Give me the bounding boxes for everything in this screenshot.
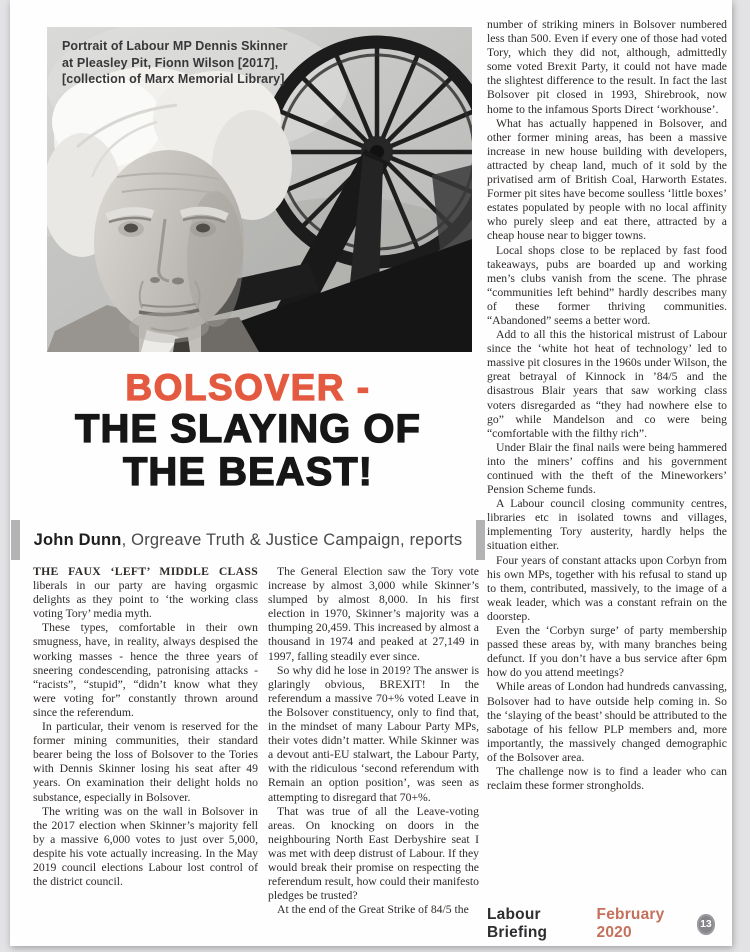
paragraph: That was true of all the Leave-voting areas. On knocking on doors in the neighbouring North East Derbyshire seat I was met with deep distrust of Labour. If they would break their promise on respecting the referendum result, how could their manifesto pledges be trusted? [268, 804, 479, 903]
paragraph: A Labour council closing community centres, libraries etc in isolated towns and villages, implementing Tory austerity, hardly helps the situation either. [487, 497, 727, 553]
paragraph: number of striking miners in Bolsover numbered less than 500. Even if every one of those had voted Tory, which they did not, although, admittedly some voted Brexit Party, it could not have made the slightest difference to the result. In fact the last Bolsover pit closed in 1993, Shirebrook, now home to the infamous Sports Direct ‘workhouse’. [487, 18, 727, 116]
headline-line-3: THE BEAST! [123, 450, 373, 494]
paragraph: Under Blair the final nails were being hammered into the miners’ coffins and his government continued with the theft of the Mineworkers’ Pension Scheme funds. [487, 440, 727, 497]
paragraph: Even the ‘Corbyn surge’ of party membership passed these areas by, with many branches being defunct. If you don’t have a bus service after 6pm how do you attend meetings? [487, 624, 727, 680]
lead-rest: liberals in our party are having orgasmic delights as they point to ‘the working class voting Tory’ media myth. [33, 579, 258, 621]
issue-date: February 2020 [596, 906, 665, 941]
column-left [33, 565, 258, 889]
headline [23, 367, 473, 494]
headline-line-red: BOLSOVER - [125, 367, 371, 408]
byline-text [34, 531, 463, 550]
paragraph: In particular, their venom is reserved for the former mining communities, their standard bearer being the loss of Bolsover to the Tories with Dennis Skinner losing his seat after 49 years. On examination their delight holds no substance, especially in Bolsover. [33, 720, 258, 804]
photo-caption [62, 38, 288, 88]
page-number-badge: 13 [697, 914, 715, 935]
paragraph: Four years of constant attacks upon Corbyn from his own MPs, together with his refusal to stand up to them, contributed, massively, to the image of a weak leader, which was a constant refrain on the doorstep. [487, 553, 727, 623]
byline [23, 516, 473, 564]
portrait-painting [47, 27, 472, 352]
caption-line: Portrait of Labour MP Dennis Skinner [62, 39, 288, 53]
caption-line: at Pleasley Pit, Fionn Wilson [2017], [62, 55, 279, 70]
caption-line: [collection of Marx Memorial Library] [62, 72, 285, 86]
left-bracket-icon [11, 520, 20, 560]
paper-sheet [10, 0, 732, 946]
paragraph: The writing was on the wall in Bolsover in the 2017 election when Skinner’s majority fell by a massive 6,000 votes to just over 5,000, despite his vote actually increasing. In the May 2019 council elections Labour lost control of the district council. [33, 804, 258, 889]
paragraph: Add to all this the historical mistrust of Labour since the ‘white hot heat of technology’ led to massive pit closures in the 1960s under Wilson, the great betrayal of Kinnock in ’84/5 and the disastrous Blair years that saw working class voters disregarded as “they had nowhere else to go” while Mandelson and co were being “comfortable with the filthy rich”. [487, 328, 727, 440]
lead-paragraph [33, 565, 258, 621]
paragraph: Local shops close to be replaced by fast food takeaways, pubs are boarded up and working men’s clubs vanish from the scene. The phrase “communities left behind” hardly describes many of these former thriving communities. “Abandoned” seems a better word. [487, 243, 727, 327]
paragraph: At the end of the Great Strike of 84/5 the [277, 903, 469, 917]
column-middle [268, 565, 479, 917]
paragraph: So why did he lose in 2019? The answer is glaringly obvious, BREXIT! In the referendum a massive 70+% voted Leave in the Bolsover constituency, only to find that, in the mindset of many Labour Party MPs, their votes didn’t matter. While Skinner was a devout anti-EU stalwart, the Labour Party, with the ridiculous ‘second referendum with Remain an option position’, was seen as attempting to disregard that 70+%. [268, 663, 479, 804]
byline-rest: , Orgreave Truth & Justice Campaign, reports [121, 530, 463, 549]
paragraph: While areas of London had hundreds canvassing, Bolsover had to have outside help coming in. So the ‘slaying of the beast’ should be attributed to the sabotage of his fellow PLP members and, more importantly, the massively changed demographic of the Bolsover area. [487, 680, 727, 764]
headline-line-2: THE SLAYING OF [75, 407, 421, 451]
right-bracket-icon [476, 520, 485, 560]
paragraph: The General Election saw the Tory vote increase by almost 3,000 while Skinner’s slumped by almost 8,000. In his first election in 1970, Skinner’s majority was a thumping 20,459. This increased by almost a thousand in 1974 and peaked at 27,149 in 1997, falling steadily ever since. [268, 565, 479, 663]
byline-author: John Dunn [33, 530, 122, 549]
page-footer [487, 906, 715, 942]
paragraph: These types, comfortable in their own smugness, have, in reality, always despised the working masses - hence the three years of sneering condescending, patronising attacks - “racists”, “stupid”, “didn’t know what they were voting for” constantly thrown around since the referendum. [33, 621, 258, 719]
lead-bold: THE FAUX ‘LEFT’ MIDDLE CLASS [33, 565, 258, 578]
paragraph: What has actually happened in Bolsover, and other former mining areas, has been a massive increase in new house building with developers, attracted by cheap land, much of it sold by the privatised arm of British Coal, Harworth Estates. Former pit sites have become soulless ‘little boxes’ estates populated by people with no local affinity who purely sleep and eat there, attracted by a cheap house near to bigger towns. [487, 116, 727, 243]
column-right [487, 18, 727, 793]
magazine-name: Labour Briefing [487, 906, 548, 941]
paragraph: The challenge now is to find a leader who can reclaim these former strongholds. [487, 764, 727, 793]
